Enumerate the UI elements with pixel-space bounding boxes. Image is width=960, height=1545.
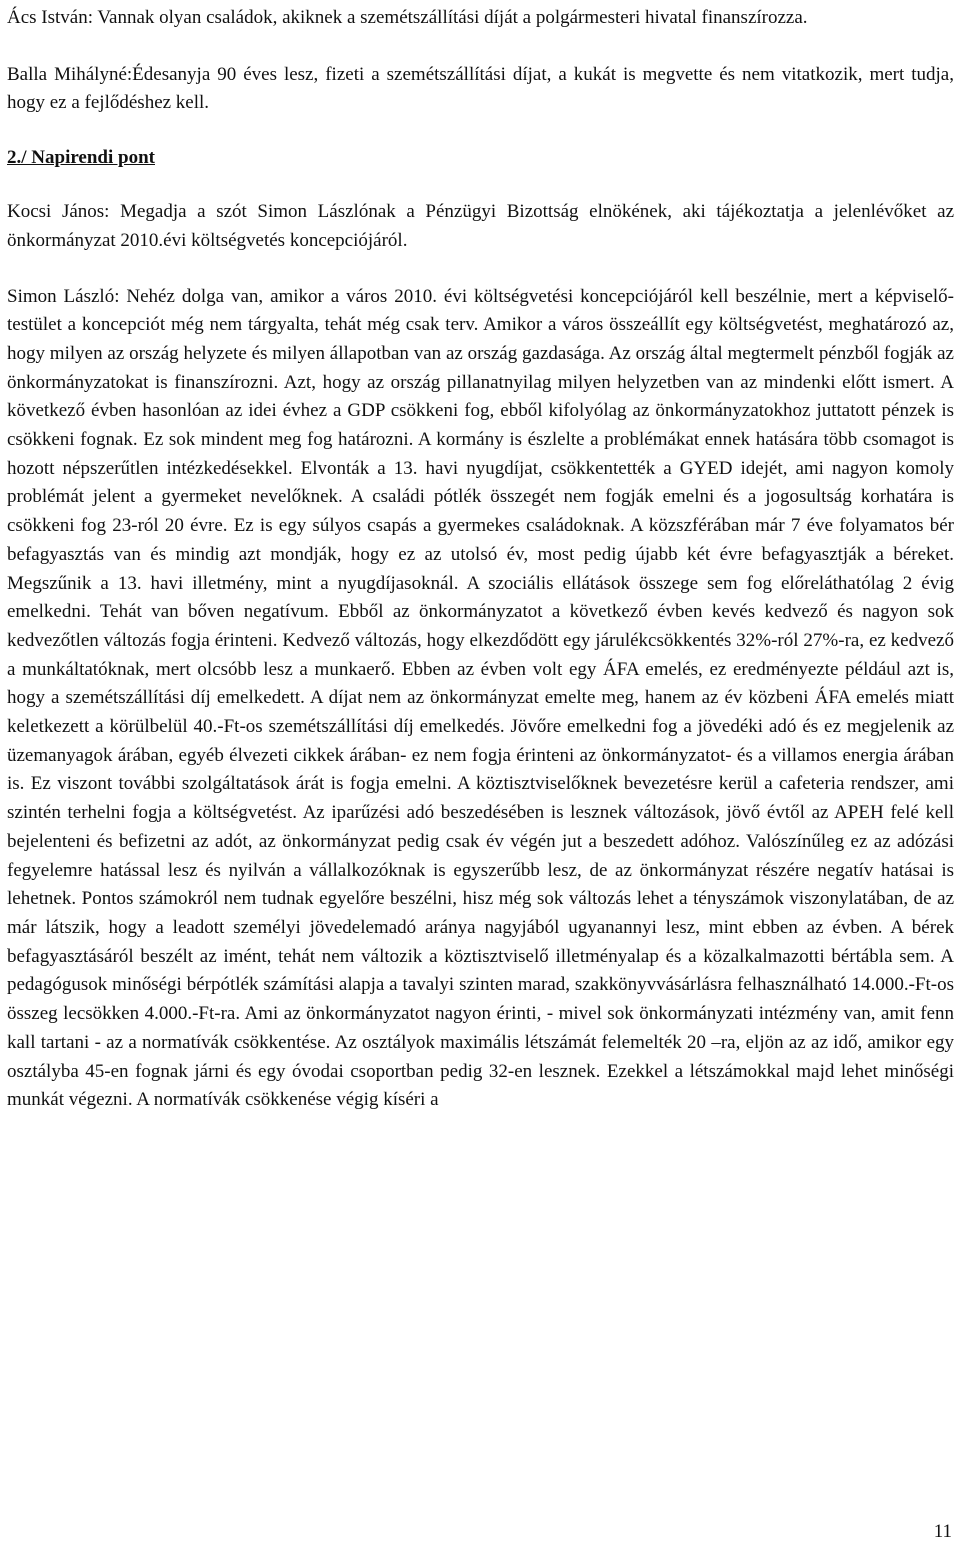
paragraph-acs-istvan: Ács István: Vannak olyan családok, akiknek a szemétszállítási díját a polgármesteri hivatal finanszírozza. <box>7 7 808 28</box>
paragraph-simon-laszlo: Simon László: Nehéz dolga van, amikor a város 2010. évi költségvetési koncepciójáról kell beszélnie, mert a képviselő-testület a koncepciót még nem tárgyalta, tehát még csak terv. Amikor a város összeállít egy költségvetést, meghatározó az, hogy milyen az ország helyzete és milyen állapotban van az ország gazdasága. Az ország által megtermelt pénzből fogják az önkormányzatokat is finanszírozni. Azt, hogy az ország pillanatnyilag milyen helyzetben van az mindenki előtt ismert. A következő évben hasonlóan az idei évhez a GDP csökkeni fog, ebből kifolyólag az önkormányzatokhoz juttatott pénzek is csökkeni fognak. Ez sok mindent meg fog határozni. A kormány is észlelte a problémákat ennek hatására több csomagot is hozott népszerűtlen intézkedésekkel. Elvonták a 13. havi nyugdíjat, csökkentették a GYED idejét, ami nagyon komoly problémát jelent a gyermeket nevelőknek. A családi pótlék összegét nem fogják emelni és a jogosultság korhatára is csökkeni fog 23-ról 20 évre. Ez is egy súlyos csapás a gyermekes családoknak. A közszférában már 7 éve folyamatos bér befagyasztás van és mindig azt mondják, hogy ez az utolsó év, most pedig újabb két évre befagyasztják a béreket. Megszűnik a 13. havi illetmény, mint a nyugdíjasoknál. A szociális ellátások összege sem fog előreláthatólag 2 évig emelkedni. Tehát van bőven negatívum. Ebből az önkormányzatot a következő évben kevés kedvező és nagyon sok kedvezőtlen változás fogja érinteni. Kedvező változás, hogy elkezdődött egy járulékcsökkentés 32%-ról 27%-ra, ez kedvező a munkáltatóknak, mert olcsóbb lesz a munkaerő. Ebben az évben volt egy ÁFA emelés, ez eredményezte például azt is, hogy a szemétszállítási díj emelkedett. A díjat nem az önkormányzat emelte meg, hanem az év közbeni ÁFA emelés miatt keletkezett a körülbelül 40.-Ft-os szemétszállítási díj emelkedés. Jövőre emelkedni fog a jövedéki adó és ez megjelenik az üzemanyagok árában, egyéb élvezeti cikkek árában- ez nem fogja érinteni az önkormányzatot- és a villamos energia árában is. Ez viszont további szolgáltatások árát is fogja emelni. A köztisztviselőknek bevezetésre kerül a cafeteria rendszer, ami szintén terhelni fogja a költségvetést. Az iparűzési adó beszedésében is lesznek változások, jövő évtől az APEH felé kell bejelenteni és befizetni az adót, az önkormányzat pedig csak év végén jut a beszedett adóhoz. Valószínűleg ez az adózási fegyelemre hatással lesz és nyilván a vállalkozóknak is egyszerűbb lesz, de az önkormányzat részére negatív hatásai is lehetnek. Pontos számokról nem tudnak egyelőre beszélni, hisz még sok változás lehet a tényszámok viszonylatában, de az már látszik, hogy a leadott személyi jövedelemadó aránya nagyjából ugyanannyi lesz, mint ebben az évben. A bérek befagyasztásáról beszélt az imént, tehát nem változik a köztisztviselő illetményalap és a közalkalmazotti bértábla sem. A pedagógusok minőségi bérpótlék számítási alapja a tavalyi szinten marad, szakkönyvvásárlásra felhasználható 14.000.-Ft-os összeg lecsökken 4.000.-Ft-ra. Ami az önkormányzatot nagyon érinti, - mivel sok önkormányzati intézmény van, amit fenn kall tartani - az a normatívák csökkentése. Az osztályok maximális létszámát felemelték 20 –ra, eljön az az idő, amikor egy osztályba 45-en fognak járni és egy óvodai csoportban pedig 32-en lesznek. Ezekkel a létszámokkal majd lehet minőségi munkát végezni. A normatívák csökkenése végig kíséri a <box>7 285 954 1111</box>
page-number: 11 <box>933 1521 952 1542</box>
paragraph-balla-mihalyne: Balla Mihályné:Édesanyja 90 éves lesz, fizeti a szemétszállítási díjat, a kukát is megvette és nem vitatkozik, mert tudja, hogy ez a fejlődéshez kell. <box>7 63 954 114</box>
agenda-heading: 2./ Napirendi pont <box>7 147 155 169</box>
paragraph-kocsi-janos: Kocsi János: Megadja a szót Simon Lászlónak a Pénzügyi Bizottság elnökének, aki tájékoztatja a jelenlévőket az önkormányzat 2010.évi költségvetés koncepciójáról. <box>7 201 954 251</box>
document-page <box>7 4 954 1115</box>
